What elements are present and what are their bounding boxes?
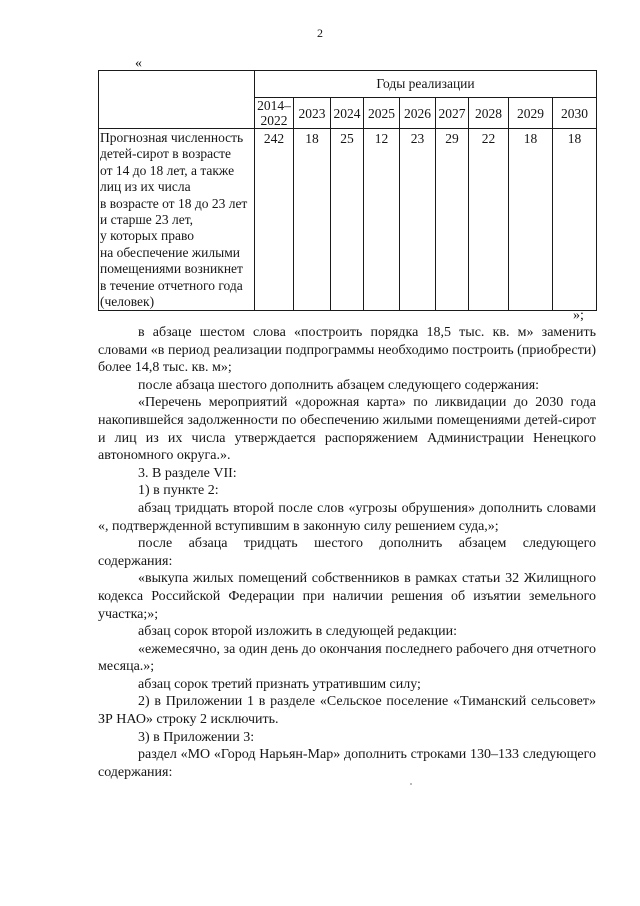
opening-quote: «: [135, 56, 142, 71]
row-label: [99, 129, 255, 311]
document-body: [98, 324, 596, 781]
paragraph: абзац тридцать второй после слов «угрозы обрушения» дополнить словами «, подтвержденной вступившим в законную силу решением суда,»;: [98, 500, 596, 534]
row-label-line: в течение отчетного года: [100, 277, 243, 293]
value-cell: 22: [469, 129, 509, 311]
paragraph: 2) в Приложении 1 в разделе «Сельское поселение «Тиманский сельсовет» ЗР НАО» строку 2 исключить.: [98, 694, 596, 728]
paragraph: 1) в пункте 2:: [138, 483, 219, 499]
value-cell: 18: [553, 129, 597, 311]
value-cell: 18: [294, 129, 331, 311]
year-cell: 2026: [400, 98, 436, 129]
year-cell: 2028: [469, 98, 509, 129]
value-cell: 23: [400, 129, 436, 311]
page-number: 2: [317, 26, 323, 40]
paragraph: раздел «МО «Город Нарьян-Мар» дополнить строками 130–133 следующего содержания:: [98, 747, 596, 780]
year-cell: [255, 98, 294, 129]
value-cell: 18: [509, 129, 553, 311]
paragraph: «Перечень мероприятий «дорожная карта» по ликвидации до 2030 года накопившейся задолженности по обеспечению жилыми помещениями детей-сирот и лиц из их числа утверждается распоряжением Администрации Ненецкого автономного округа.».: [98, 395, 596, 464]
year-cell: 2024: [331, 98, 364, 129]
paragraph: в абзаце шестом слова «построить порядка 18,5 тыс. кв. м» заменить словами «в период реализации подпрограммы необходимо построить (приобрести) более 14,8 тыс. кв. м»;: [98, 325, 596, 376]
row-label-line: в возрасте от 18 до 23 лет: [100, 195, 248, 211]
row-label-line: лиц из их числа: [100, 179, 191, 195]
value-cell: 12: [364, 129, 400, 311]
value-cell: 25: [331, 129, 364, 311]
year-cell: 2023: [294, 98, 331, 129]
year-cell: 2027: [436, 98, 469, 129]
row-label-line: помещениями возникнет: [100, 261, 243, 277]
value-cell: 29: [436, 129, 469, 311]
paragraph: 3) в Приложении 3:: [138, 729, 255, 745]
closing-quote: »;: [573, 308, 584, 323]
row-label-line: и старше 23 лет,: [100, 212, 194, 228]
year-cell: 2029: [509, 98, 553, 129]
table-corner-cell: [99, 71, 255, 129]
paragraph: абзац сорок третий признать утратившим силу;: [138, 676, 421, 692]
paragraph: «выкупа жилых помещений собственников в рамках статьи 32 Жилищного кодекса Российской Федерации при наличии решения об изъятии земельного участка;»;: [98, 571, 596, 622]
year-cell: 2030: [553, 98, 597, 129]
year-label: 2014–2022: [257, 98, 291, 128]
paragraph: после абзаца шестого дополнить абзацем следующего содержания:: [138, 377, 540, 393]
row-label-line: детей-сирот в возрасте: [100, 146, 232, 162]
table-row: [99, 129, 597, 311]
row-label-line: на обеспечение жилыми: [100, 244, 240, 260]
paragraph: «ежемесячно, за один день до окончания последнего рабочего дня отчетного месяца.»;: [98, 641, 596, 675]
paragraph: абзац сорок второй изложить в следующей редакции:: [138, 624, 458, 640]
row-label-line: (человек): [100, 294, 155, 310]
paragraph: 3. В разделе VII:: [138, 465, 237, 481]
year-cell: 2025: [364, 98, 400, 129]
paragraph: после абзаца тридцать шестого дополнить абзацем следующего содержания:: [98, 536, 596, 569]
row-label-line: от 14 до 18 лет, а также: [100, 162, 235, 178]
scan-speck: [410, 783, 412, 785]
row-label-line: у которых право: [100, 228, 194, 244]
years-header: Годы реализации: [255, 71, 597, 98]
implementation-years-table: [98, 70, 597, 311]
value-cell: 242: [255, 129, 294, 311]
row-label-line: Прогнозная численность: [100, 130, 244, 145]
